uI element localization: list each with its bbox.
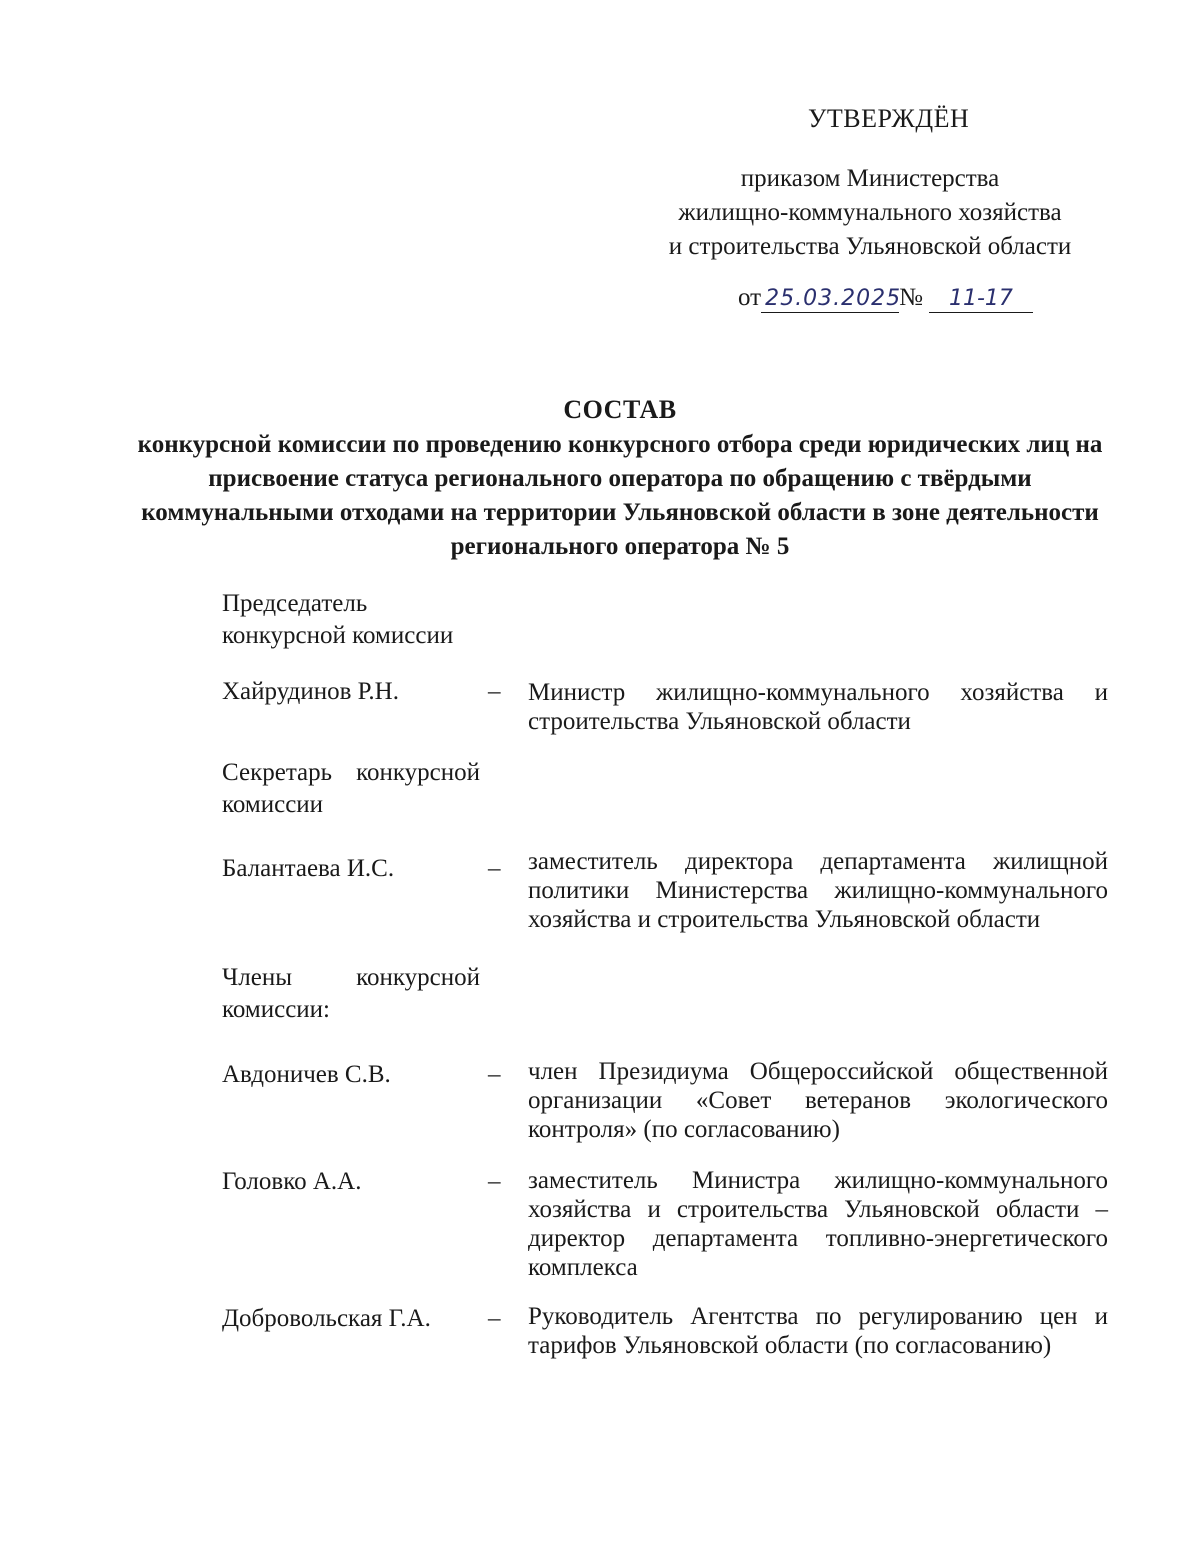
order-date-number — [738, 284, 1033, 313]
from-label: от — [738, 284, 762, 311]
member-role: Руководитель Агентства по регулированию цен и тарифов Ульяновской области (по согласованию) — [528, 1303, 1108, 1359]
member-role: член Президиума Общероссийской общественной организации «Совет ветеранов экологического контроля» (по согласованию) — [528, 1058, 1108, 1143]
approval-text — [640, 162, 1100, 264]
member-name: Добровольская Г.А. — [222, 1305, 431, 1332]
member-role: заместитель Министра жилищно-коммунального хозяйства и строительства Ульяновской области – директор департамента топливно-энергетического комплекса — [528, 1167, 1108, 1281]
approval-line-2: жилищно-коммунального хозяйства — [678, 199, 1062, 226]
dash: – — [488, 1061, 501, 1088]
member-name: Балантаева И.С. — [222, 855, 395, 882]
member-role: заместитель директора департамента жилищной политики Министерства жилищно-коммунального хозяйства и строительства Ульяновской области — [528, 848, 1108, 933]
approval-line-3: и строительства Ульяновской области — [668, 233, 1072, 260]
approval-line-1: приказом Министерства — [740, 165, 1000, 192]
handwritten-number: 11-17 — [929, 286, 1033, 313]
number-label: № — [899, 284, 923, 311]
dash: – — [488, 1168, 501, 1195]
members-label: Члены конкурсной комиссии: — [222, 964, 480, 1023]
member-name: Головко А.А. — [222, 1168, 362, 1195]
dash: – — [488, 1305, 501, 1332]
member-name: Авдоничев С.В. — [222, 1061, 391, 1088]
dash: – — [488, 678, 501, 705]
chairman-label: Председатель конкурсной комиссии — [222, 590, 454, 649]
approval-title: УТВЕРЖДЁН — [808, 104, 970, 133]
member-name: Хайрудинов Р.Н. — [222, 678, 399, 705]
document-title: СОСТАВ — [563, 395, 677, 424]
dash: – — [488, 855, 501, 882]
member-role: Министр жилищно-коммунального хозяйства и строительства Ульяновской области — [528, 679, 1108, 735]
secretary-label: Секретарь конкурсной комиссии — [222, 759, 480, 818]
handwritten-date: 25.03.2025 — [761, 286, 899, 313]
document-subtitle: конкурсной комиссии по проведению конкурсного отбора среди юридических лиц на присвоение статуса регионального оператора по обращению с твёрдыми коммунальными отходами на территории Ульяновской области в зоне деятельности регионального оператора № 5 — [137, 431, 1103, 560]
